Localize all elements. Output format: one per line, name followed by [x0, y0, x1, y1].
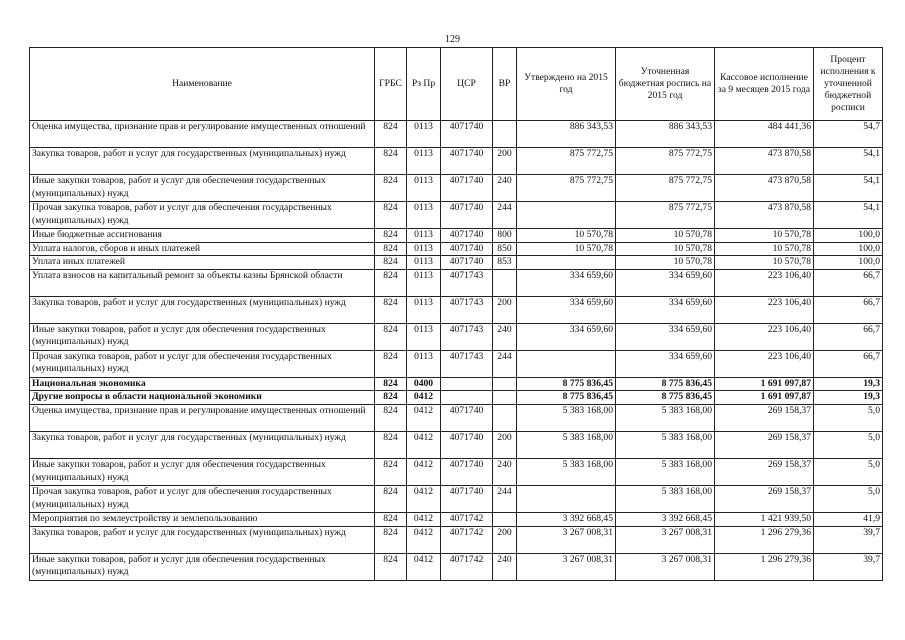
cell-vr: 200	[493, 148, 517, 175]
cell-grbs: 824	[375, 175, 407, 202]
cell-refined: 3 267 008,31	[616, 526, 715, 553]
table-row	[30, 526, 883, 553]
cell-percent: 66,7	[814, 323, 883, 350]
cell-vr: 850	[493, 242, 517, 256]
cell-grbs: 824	[375, 323, 407, 350]
cell-percent: 66,7	[814, 296, 883, 323]
cell-csr: 4071740	[441, 202, 493, 229]
cell-approved: 10 570,78	[517, 229, 616, 243]
cell-csr: 4071740	[441, 256, 493, 270]
cell-name: Закупка товаров, работ и услуг для государственных (муниципальных) нужд	[30, 526, 375, 553]
cell-csr: 4071743	[441, 323, 493, 350]
cell-approved	[517, 202, 616, 229]
cell-approved	[517, 350, 616, 377]
table-row	[30, 458, 883, 485]
cell-csr: 4071740	[441, 242, 493, 256]
cell-grbs: 824	[375, 148, 407, 175]
cell-refined: 10 570,78	[616, 229, 715, 243]
cell-grbs: 824	[375, 350, 407, 377]
cell-cash: 223 106,40	[715, 350, 814, 377]
cell-cash: 10 570,78	[715, 256, 814, 270]
cell-approved: 886 343,53	[517, 121, 616, 148]
cell-cash: 223 106,40	[715, 269, 814, 296]
cell-percent: 41,9	[814, 512, 883, 526]
table-row	[30, 202, 883, 229]
cell-percent: 5,0	[814, 431, 883, 458]
cell-name: Уплата налогов, сборов и иных платежей	[30, 242, 375, 256]
cell-percent: 66,7	[814, 269, 883, 296]
cell-csr: 4071743	[441, 269, 493, 296]
cell-csr: 4071742	[441, 553, 493, 580]
cell-vr	[493, 512, 517, 526]
cell-name: Иные бюджетные ассигнования	[30, 229, 375, 243]
cell-cash: 1 421 939,50	[715, 512, 814, 526]
cell-grbs: 824	[375, 512, 407, 526]
table-row	[30, 148, 883, 175]
cell-vr: 244	[493, 202, 517, 229]
cell-rzpr: 0412	[407, 404, 441, 431]
cell-percent: 100,0	[814, 256, 883, 270]
cell-approved: 5 383 168,00	[517, 431, 616, 458]
table-row	[30, 377, 883, 391]
cell-cash: 223 106,40	[715, 296, 814, 323]
cell-cash: 269 158,37	[715, 485, 814, 512]
cell-rzpr: 0412	[407, 512, 441, 526]
cell-name: Иные закупки товаров, работ и услуг для обеспечения государственных (муниципальных) нужд	[30, 458, 375, 485]
cell-vr: 244	[493, 350, 517, 377]
cell-percent: 5,0	[814, 404, 883, 431]
table-row	[30, 229, 883, 243]
table-row	[30, 485, 883, 512]
header-csr: ЦСР	[441, 48, 493, 121]
cell-vr	[493, 269, 517, 296]
cell-approved: 3 392 668,45	[517, 512, 616, 526]
table-row	[30, 431, 883, 458]
cell-csr: 4071740	[441, 148, 493, 175]
cell-name: Оценка имущества, признание прав и регулирование имущественных отношений	[30, 404, 375, 431]
cell-vr: 240	[493, 553, 517, 580]
cell-cash: 269 158,37	[715, 431, 814, 458]
cell-csr: 4071740	[441, 121, 493, 148]
cell-grbs: 824	[375, 256, 407, 270]
cell-grbs: 824	[375, 269, 407, 296]
cell-refined: 334 659,60	[616, 296, 715, 323]
header-grbs: ГРБС	[375, 48, 407, 121]
cell-grbs: 824	[375, 526, 407, 553]
cell-rzpr: 0412	[407, 526, 441, 553]
cell-csr: 4071742	[441, 526, 493, 553]
header-cash: Кассовое исполнение за 9 месяцев 2015 года	[715, 48, 814, 121]
cell-approved: 5 383 168,00	[517, 458, 616, 485]
cell-approved: 875 772,75	[517, 148, 616, 175]
cell-rzpr: 0113	[407, 121, 441, 148]
cell-cash: 473 870,58	[715, 175, 814, 202]
cell-cash: 1 691 097,87	[715, 377, 814, 391]
cell-grbs: 824	[375, 377, 407, 391]
cell-percent: 54,1	[814, 202, 883, 229]
cell-vr: 240	[493, 175, 517, 202]
cell-rzpr: 0113	[407, 269, 441, 296]
cell-rzpr: 0113	[407, 350, 441, 377]
cell-percent: 19,3	[814, 377, 883, 391]
cell-name: Национальная экономика	[30, 377, 375, 391]
cell-name: Прочая закупка товаров, работ и услуг для обеспечения государственных (муниципальных) нужд	[30, 485, 375, 512]
cell-cash: 1 296 279,36	[715, 526, 814, 553]
cell-cash: 10 570,78	[715, 242, 814, 256]
cell-percent: 66,7	[814, 350, 883, 377]
cell-vr: 200	[493, 296, 517, 323]
cell-csr: 4071743	[441, 350, 493, 377]
cell-approved	[517, 485, 616, 512]
cell-approved: 8 775 836,45	[517, 377, 616, 391]
cell-rzpr: 0113	[407, 256, 441, 270]
cell-vr: 200	[493, 431, 517, 458]
cell-csr: 4071740	[441, 229, 493, 243]
cell-vr: 240	[493, 458, 517, 485]
cell-percent: 54,1	[814, 148, 883, 175]
table-row	[30, 296, 883, 323]
cell-vr	[493, 391, 517, 405]
cell-csr: 4071740	[441, 458, 493, 485]
cell-name: Иные закупки товаров, работ и услуг для обеспечения государственных (муниципальных) нужд	[30, 553, 375, 580]
table-row	[30, 256, 883, 270]
cell-rzpr: 0400	[407, 377, 441, 391]
cell-csr: 4071740	[441, 431, 493, 458]
cell-rzpr: 0113	[407, 242, 441, 256]
cell-name: Оценка имущества, признание прав и регулирование имущественных отношений	[30, 121, 375, 148]
cell-refined: 3 392 668,45	[616, 512, 715, 526]
page-number: 129	[445, 34, 460, 45]
cell-name: Уплата взносов на капитальный ремонт за объекты казны Брянской области	[30, 269, 375, 296]
cell-rzpr: 0412	[407, 485, 441, 512]
cell-csr: 4071740	[441, 175, 493, 202]
cell-refined: 875 772,75	[616, 148, 715, 175]
cell-percent: 54,7	[814, 121, 883, 148]
header-vr: ВР	[493, 48, 517, 121]
cell-cash: 473 870,58	[715, 202, 814, 229]
cell-cash: 484 441,36	[715, 121, 814, 148]
cell-vr: 200	[493, 526, 517, 553]
cell-cash: 1 296 279,36	[715, 553, 814, 580]
cell-name: Прочая закупка товаров, работ и услуг для обеспечения государственных (муниципальных) нужд	[30, 202, 375, 229]
cell-vr	[493, 121, 517, 148]
table-row	[30, 553, 883, 580]
cell-approved: 10 570,78	[517, 242, 616, 256]
cell-rzpr: 0113	[407, 202, 441, 229]
cell-refined: 8 775 836,45	[616, 391, 715, 405]
cell-grbs: 824	[375, 431, 407, 458]
cell-name: Закупка товаров, работ и услуг для государственных (муниципальных) нужд	[30, 296, 375, 323]
header-percent: Процент исполнения к уточненной бюджетной росписи	[814, 48, 883, 121]
cell-approved: 334 659,60	[517, 323, 616, 350]
table-row	[30, 242, 883, 256]
cell-rzpr: 0412	[407, 458, 441, 485]
cell-percent: 5,0	[814, 458, 883, 485]
budget-table	[29, 47, 883, 581]
cell-percent: 54,1	[814, 175, 883, 202]
cell-rzpr: 0113	[407, 175, 441, 202]
cell-refined: 5 383 168,00	[616, 485, 715, 512]
table-row	[30, 323, 883, 350]
cell-grbs: 824	[375, 485, 407, 512]
cell-grbs: 824	[375, 404, 407, 431]
cell-rzpr: 0113	[407, 296, 441, 323]
cell-refined: 8 775 836,45	[616, 377, 715, 391]
cell-refined: 875 772,75	[616, 175, 715, 202]
table-row	[30, 404, 883, 431]
cell-refined: 5 383 168,00	[616, 431, 715, 458]
cell-rzpr: 0412	[407, 431, 441, 458]
cell-rzpr: 0113	[407, 229, 441, 243]
cell-percent: 100,0	[814, 229, 883, 243]
cell-grbs: 824	[375, 229, 407, 243]
cell-percent: 39,7	[814, 526, 883, 553]
cell-approved: 334 659,60	[517, 269, 616, 296]
cell-refined: 334 659,60	[616, 350, 715, 377]
table-row	[30, 512, 883, 526]
cell-grbs: 824	[375, 296, 407, 323]
cell-vr	[493, 404, 517, 431]
cell-csr: 4071740	[441, 404, 493, 431]
header-approved: Утверждено на 2015 год	[517, 48, 616, 121]
cell-csr	[441, 391, 493, 405]
cell-cash: 269 158,37	[715, 458, 814, 485]
cell-refined: 334 659,60	[616, 323, 715, 350]
cell-vr	[493, 377, 517, 391]
cell-approved: 5 383 168,00	[517, 404, 616, 431]
table-row	[30, 121, 883, 148]
cell-csr	[441, 377, 493, 391]
cell-rzpr: 0113	[407, 148, 441, 175]
header-refined: Уточненная бюджетная роспись на 2015 год	[616, 48, 715, 121]
cell-vr: 800	[493, 229, 517, 243]
cell-cash: 269 158,37	[715, 404, 814, 431]
table-row	[30, 269, 883, 296]
cell-name: Закупка товаров, работ и услуг для государственных (муниципальных) нужд	[30, 148, 375, 175]
cell-approved: 8 775 836,45	[517, 391, 616, 405]
cell-cash: 223 106,40	[715, 323, 814, 350]
cell-refined: 334 659,60	[616, 269, 715, 296]
cell-refined: 875 772,75	[616, 202, 715, 229]
cell-csr: 4071740	[441, 485, 493, 512]
cell-rzpr: 0412	[407, 553, 441, 580]
cell-name: Иные закупки товаров, работ и услуг для обеспечения государственных (муниципальных) нужд	[30, 323, 375, 350]
cell-refined: 10 570,78	[616, 242, 715, 256]
cell-refined: 3 267 008,31	[616, 553, 715, 580]
table-row	[30, 350, 883, 377]
cell-csr: 4071742	[441, 512, 493, 526]
cell-percent: 100,0	[814, 242, 883, 256]
cell-refined: 10 570,78	[616, 256, 715, 270]
cell-name: Другие вопросы в области национальной экономики	[30, 391, 375, 405]
header-name: Наименование	[30, 48, 375, 121]
cell-cash: 1 691 097,87	[715, 391, 814, 405]
cell-approved	[517, 256, 616, 270]
cell-approved: 3 267 008,31	[517, 553, 616, 580]
cell-name: Закупка товаров, работ и услуг для государственных (муниципальных) нужд	[30, 431, 375, 458]
cell-name: Иные закупки товаров, работ и услуг для обеспечения государственных (муниципальных) нужд	[30, 175, 375, 202]
cell-grbs: 824	[375, 553, 407, 580]
cell-percent: 5,0	[814, 485, 883, 512]
table-body	[30, 121, 883, 581]
cell-name: Уплата иных платежей	[30, 256, 375, 270]
cell-grbs: 824	[375, 458, 407, 485]
cell-vr: 244	[493, 485, 517, 512]
cell-approved: 875 772,75	[517, 175, 616, 202]
cell-approved: 334 659,60	[517, 296, 616, 323]
cell-percent: 19,3	[814, 391, 883, 405]
cell-csr: 4071743	[441, 296, 493, 323]
header-row	[30, 48, 883, 121]
cell-vr: 853	[493, 256, 517, 270]
cell-percent: 39,7	[814, 553, 883, 580]
table-row	[30, 175, 883, 202]
cell-approved: 3 267 008,31	[517, 526, 616, 553]
table-row	[30, 391, 883, 405]
cell-name: Мероприятия по землеустройству и землепользованию	[30, 512, 375, 526]
cell-grbs: 824	[375, 242, 407, 256]
cell-refined: 5 383 168,00	[616, 404, 715, 431]
cell-rzpr: 0412	[407, 391, 441, 405]
cell-grbs: 824	[375, 202, 407, 229]
cell-grbs: 824	[375, 391, 407, 405]
cell-cash: 473 870,58	[715, 148, 814, 175]
cell-refined: 5 383 168,00	[616, 458, 715, 485]
cell-cash: 10 570,78	[715, 229, 814, 243]
cell-grbs: 824	[375, 121, 407, 148]
cell-vr: 240	[493, 323, 517, 350]
header-rzpr: Рз Пр	[407, 48, 441, 121]
cell-rzpr: 0113	[407, 323, 441, 350]
cell-name: Прочая закупка товаров, работ и услуг для обеспечения государственных (муниципальных) нужд	[30, 350, 375, 377]
cell-refined: 886 343,53	[616, 121, 715, 148]
